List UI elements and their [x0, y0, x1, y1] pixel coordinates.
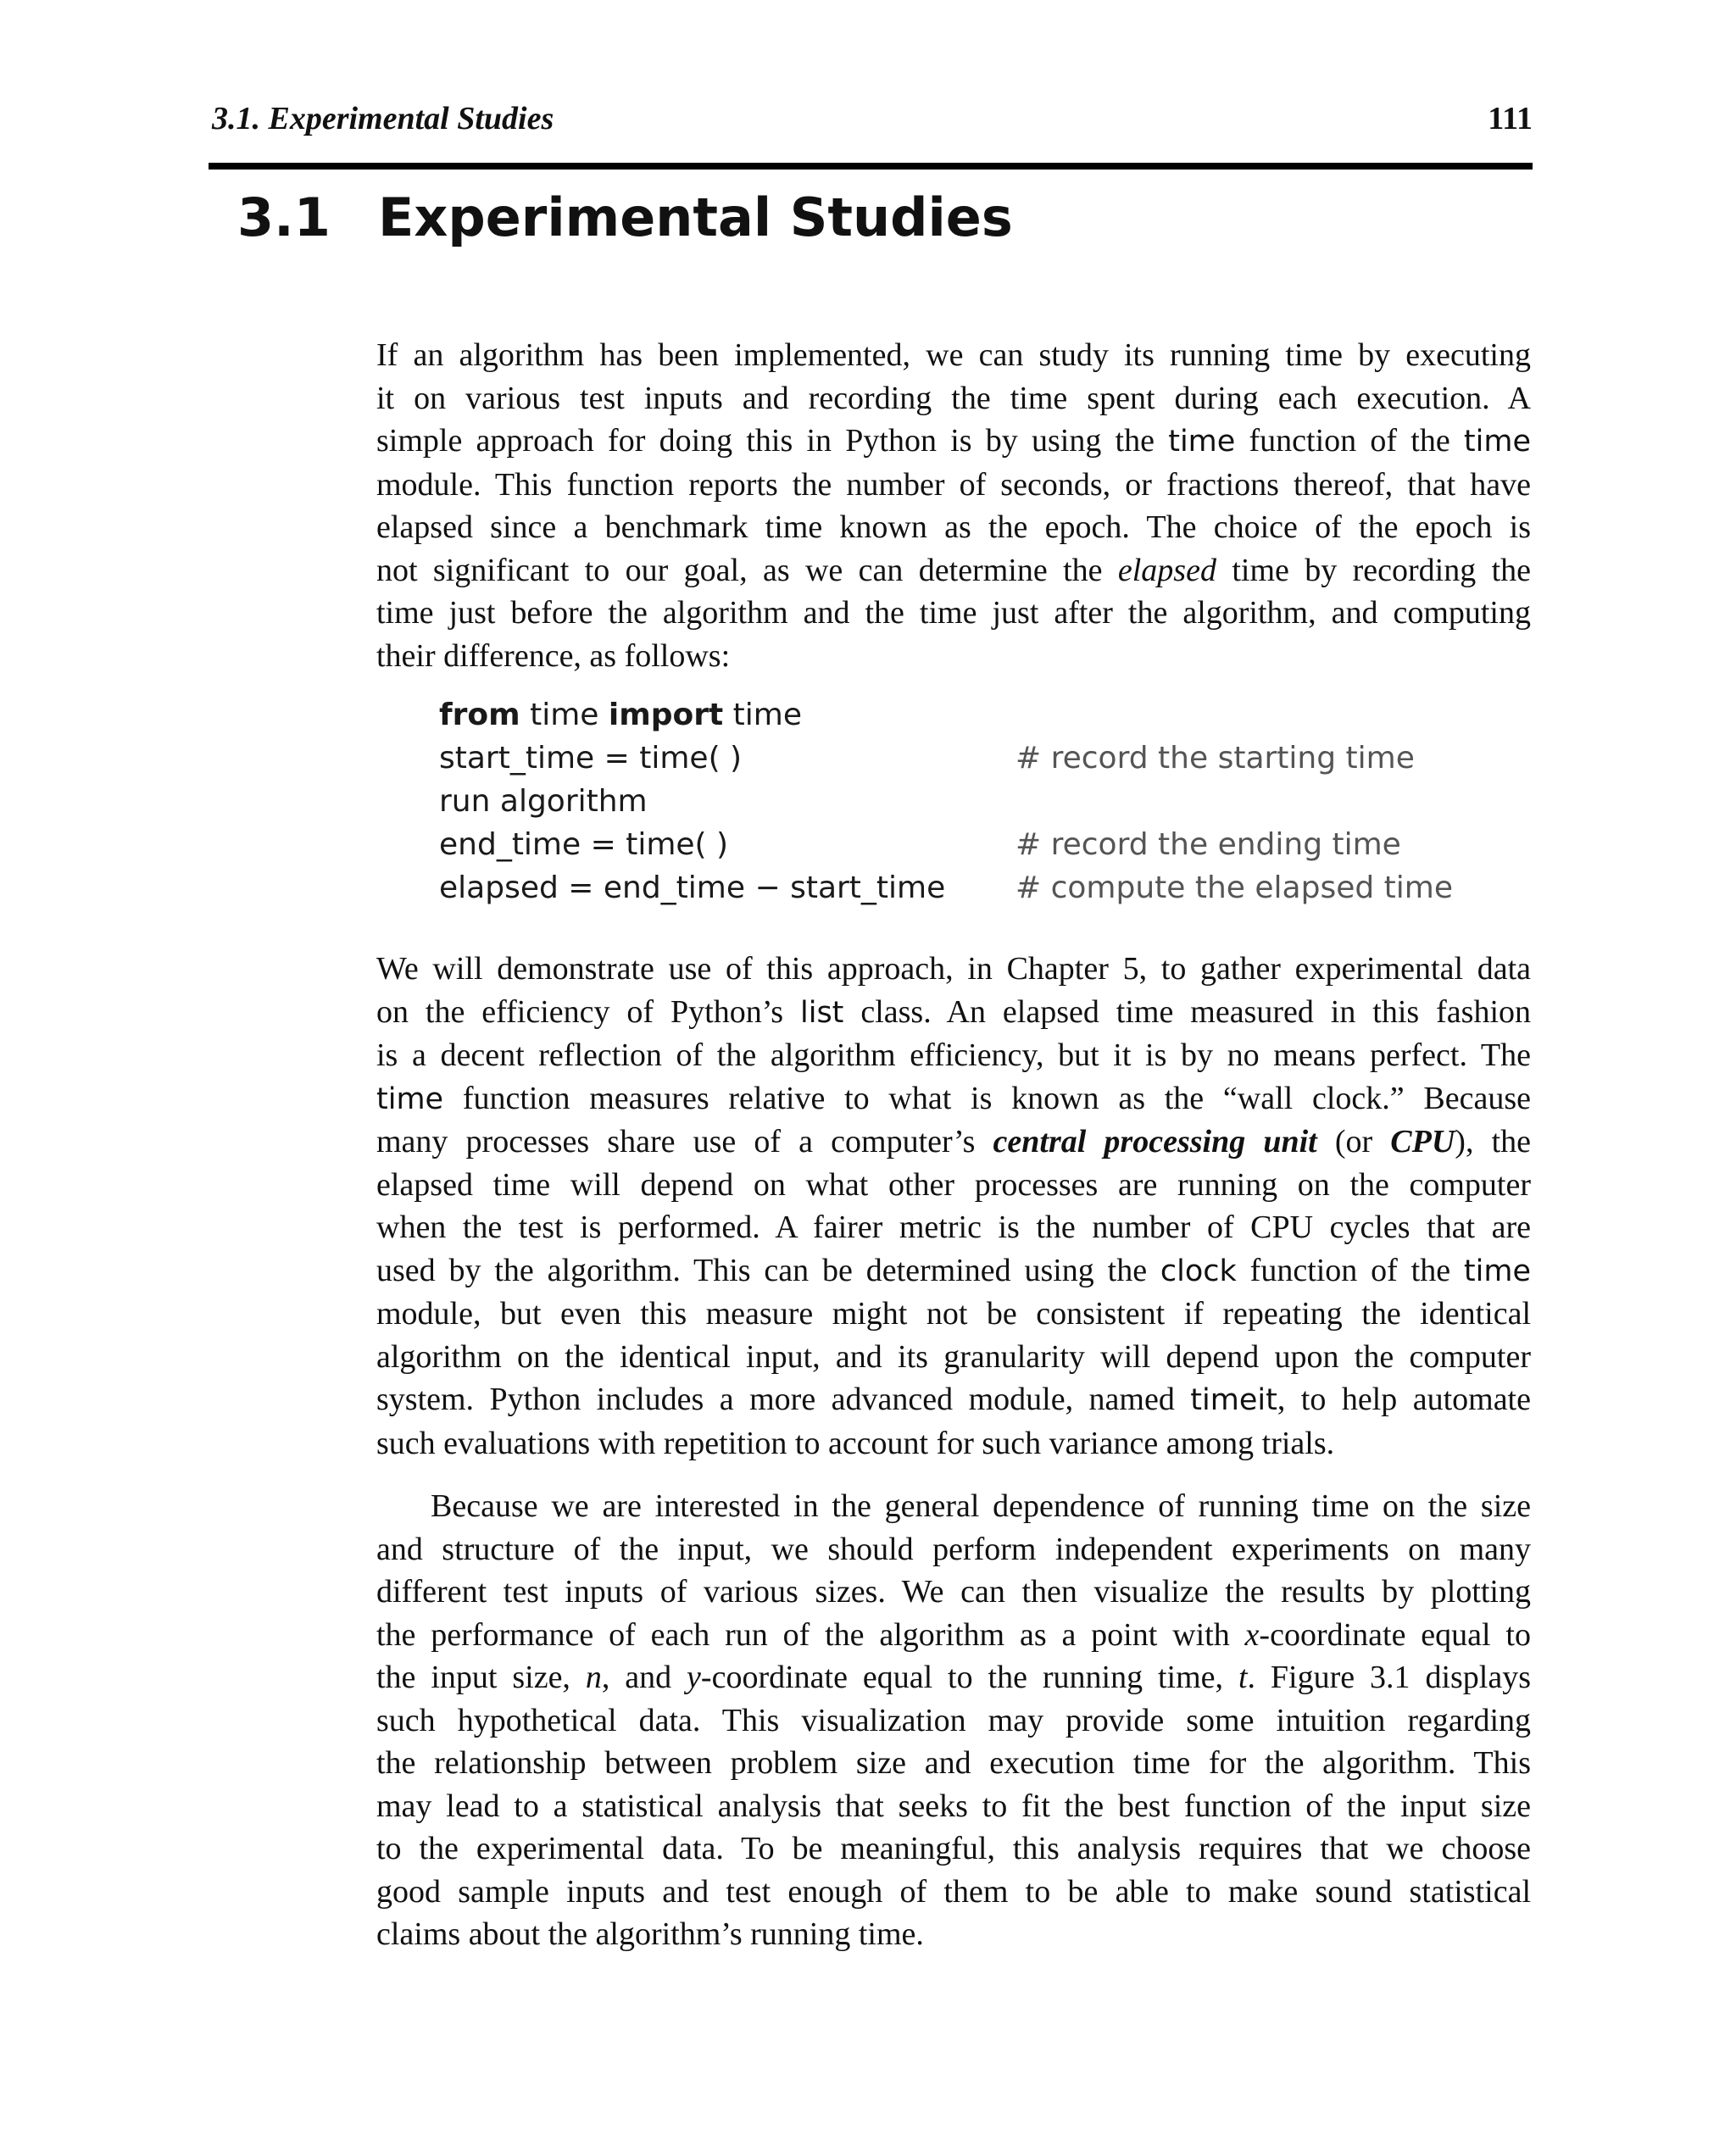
text-line: Because we are interested in the general dependence of running time on the size [431, 1488, 1531, 1524]
text-run: the input size, [376, 1660, 586, 1695]
inline-code: timeit [1190, 1383, 1277, 1417]
code-keyword: from [439, 698, 520, 732]
text-line [376, 991, 1531, 1035]
inline-code: list [800, 995, 844, 1030]
inline-code: time [1168, 425, 1236, 459]
text-line [376, 420, 1531, 464]
text-line [376, 1249, 1531, 1293]
text-line: to the experimental data. To be meaningful, this analysis requires that we choose [376, 1831, 1531, 1866]
text-run: . Figure 3.1 displays [1247, 1660, 1531, 1695]
text-run: many processes share use of a computer’s [376, 1124, 993, 1159]
text-run: time [723, 698, 803, 732]
code-keyword: import [608, 698, 724, 732]
text-line [376, 549, 1531, 592]
text-line: it on various test inputs and recording the time spent during each execution. A [376, 380, 1531, 416]
text-line: may lead to a statistical analysis that seeks to fit the best function of the input size [376, 1788, 1531, 1824]
text-run: function measures relative to what is known as the “wall clock.” Because [443, 1080, 1531, 1116]
text-line: module. This function reports the number of seconds, or fractions thereof, that have [376, 466, 1531, 503]
text-run: elapsed = end_time − start_time [439, 870, 946, 905]
text-run: start_time = time( ) [439, 741, 743, 776]
text-run: used by the algorithm. This can be determined using the [376, 1252, 1160, 1288]
inline-code: time [1463, 1254, 1531, 1288]
text-line: algorithm on the identical input, and its granularity will depend upon the computer [376, 1338, 1531, 1375]
text-line: We will demonstrate use of this approach, in Chapter 5, to gather experimental data [376, 951, 1531, 987]
emphasis: n [585, 1660, 602, 1695]
text-run: function of the [1235, 423, 1464, 459]
emphasis: x [1244, 1616, 1260, 1653]
text-run: time by recording the [1216, 552, 1532, 588]
text-line: different test inputs of various sizes. We can then visualize the results by plotting [376, 1574, 1531, 1610]
text-line [376, 1121, 1531, 1164]
code-comment: # record the starting time [1015, 741, 1415, 776]
text-run: end_time = time( ) [439, 827, 729, 862]
text-run: function of the [1236, 1252, 1464, 1288]
text-run: time [520, 698, 609, 732]
text-line: when the test is performed. A fairer metric is the number of CPU cycles that are [376, 1210, 1531, 1245]
code-statement [439, 823, 728, 866]
text-line: elapsed time will depend on what other processes are running on the computer [376, 1166, 1531, 1203]
text-line: claims about the algorithm’s running time. [376, 1916, 924, 1952]
text-run: simple approach for doing this in Python is by using the [376, 423, 1169, 459]
text-run: , to help automate [1277, 1382, 1531, 1417]
text-run: system. Python includes a more advanced module, named [376, 1382, 1191, 1417]
text-line [376, 1077, 1531, 1121]
text-line: the relationship between problem size and execution time for the algorithm. This [376, 1745, 1531, 1781]
emphasis: t [1238, 1660, 1248, 1695]
text-line: elapsed since a benchmark time known as the epoch. The choice of the epoch is [376, 509, 1531, 545]
text-line: time just before the algorithm and the time just after the algorithm, and computing [376, 595, 1531, 631]
text-line [376, 1656, 1531, 1699]
section-title: Experimental Studies [378, 186, 1013, 248]
text-run: the performance of each run of the algorithm as a point with [376, 1616, 1245, 1653]
page-number: 111 [1488, 101, 1533, 136]
text-line: such hypothetical data. This visualization may provide some intuition regarding [376, 1702, 1531, 1738]
text-line [376, 1378, 1531, 1422]
text-run: (or [1316, 1124, 1391, 1159]
text-run: ), the [1455, 1124, 1531, 1159]
text-run: on the efficiency of Python’s [376, 993, 800, 1030]
text-line: and structure of the input, we should perform independent experiments on many [376, 1531, 1531, 1567]
text-line: such evaluations with repetition to account for such variance among trials. [376, 1425, 1335, 1461]
text-run: class. An elapsed time measured in this fashion [843, 993, 1531, 1030]
text-line: If an algorithm has been implemented, we can study its running time by executing [376, 337, 1531, 373]
term-definition: CPU [1390, 1124, 1455, 1159]
code-statement [439, 737, 742, 780]
text-line: their difference, as follows: [376, 637, 731, 674]
emphasis: y [687, 1660, 701, 1695]
code-comment: # compute the elapsed time [1015, 870, 1453, 905]
inline-code: time [376, 1082, 444, 1116]
inline-code: time [1463, 425, 1531, 459]
running-title: 3.1. Experimental Studies [212, 101, 554, 136]
header-rule [209, 163, 1533, 170]
code-statement [439, 866, 945, 909]
code-comment: # record the ending time [1015, 827, 1401, 862]
code-statement [439, 780, 648, 823]
text-line [376, 1614, 1531, 1657]
emphasis: elapsed [1117, 552, 1216, 588]
code-statement [439, 693, 802, 737]
text-run: not significant to our goal, as we can determine the [376, 552, 1118, 588]
running-header [212, 100, 1533, 144]
text-line: good sample inputs and test enough of them to be able to make sound statistical [376, 1873, 1531, 1910]
section-number: 3.1 [237, 186, 331, 248]
paragraph-intro [376, 334, 1531, 677]
text-run: , and [601, 1660, 687, 1695]
term-definition: central processing unit [993, 1124, 1317, 1159]
paragraph-visualization [376, 1485, 1531, 1956]
text-run: run algorithm [439, 784, 648, 819]
inline-code: clock [1160, 1254, 1237, 1288]
text-run: -coordinate equal to [1259, 1616, 1531, 1653]
text-run: -coordinate equal to the running time, [700, 1660, 1238, 1695]
text-line: module, but even this measure might not be consistent if repeating the identical [376, 1296, 1531, 1332]
paragraph-elapsed-time [376, 948, 1531, 1465]
text-line: is a decent reflection of the algorithm efficiency, but it is by no means perfect. The [376, 1037, 1531, 1073]
